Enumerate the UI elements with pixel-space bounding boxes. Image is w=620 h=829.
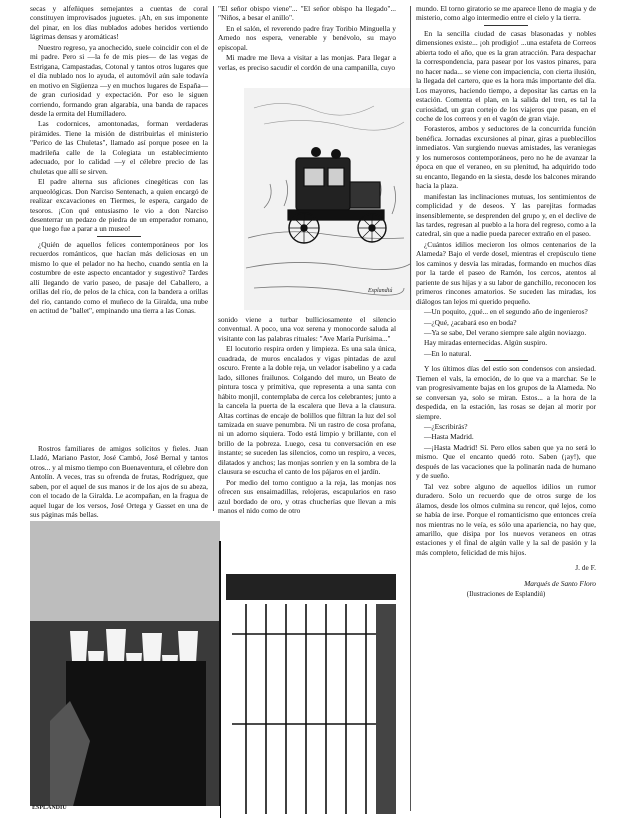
column-rule-1 (213, 6, 214, 511)
nuns-illustration-signature: ESPLANDIU (32, 805, 67, 811)
col2-para-5: El locutorio respira orden y limpieza. Es una sala única, cuadrada, de muros encalados y vigas pintadas de azul oscuro. Frente a la doble reja, un velador isabelino y a cada lado, sillones frailunos. Colgando del muro, un Beato de pintura tosca y primitiva, que representa a una santa con hábito monjil, contemplaba de cerca los celebrantes; junto a la cancela la puerta de la escalera que lleva a la clausura. Altas cortinas de encaje de bolillos que filtran la luz del sol tamizada en suave penumbra. Ni un rastro de cosa profana, ni un adorno siquiera. Todo está limpio y brillante, con el brillo de la pobreza. Luego, cesa tu conversación en ese instante; se suceden las silencios, como un respiro, a veces, dilatados y anchos; las monjas sonríen y en la sombra de la clausura se escucha el canto de los pájaros en el jardín. (218, 344, 396, 477)
col1-para-3: Las codornices, amontonadas, forman verdaderas pirámides. Tiene la misión de distribuirlas el ministerio "Perico de las Chuletas", llamado así porque posee en la madrileña calle de la Colegiata un establecimiento adecuado, por lo calidad —y el célebre precio de las chuletas que allí se sirven. (30, 119, 208, 176)
col2-para-6: Por medio del torno contiguo a la reja, las monjas nos ofrecen sus ensaimadillas, relojeras, escapularios en raso azul bordado de oro, y otras chucherías que llevan a mis manos el nido como de otro (218, 477, 396, 516)
col3-para-4: manifestan las inclinaciones mutuas, los sentimientos de complicidad y de deseos. Y las parejitas formadas insensiblemente, se desprenden del grupo y, en el declive de las tardes, regresan al pueblo a la hora del regreso, como a la catedral, sin que a nadie pueda parecer extraño en el paseo. (416, 191, 596, 239)
col1-para-1: secas y alfeñiques semejantes a cuentas de coral constituyen improvisados juguetes. ¡Ah, en sus imponente del pinar, en los días nublados adobes heridos vertiendo lágrimas densas y aromáticas! (30, 4, 208, 42)
column-1 (30, 4, 208, 440)
col2-para-4: sonido viene a turbar bulliciosamente el silencio conventual. A poco, una voz serena y monocorde saluda al visitante con las palabras rituales: "Ave María Purísima..." (218, 315, 396, 343)
col3-para-1: mundo. El torno giratorio se me aparece lleno de magia y de misterio, como algo intermedio entre el cielo y la tierra. (416, 4, 596, 23)
col3-para-5: ¿Cuántos idilios mecieron los olmos centenarios de la Alameda? Bajo el verde dosel, mientras el crepúsculo tiene los caminos y desvía las miradas, formando en muchos días por la tarde el paseo de Ramón, los cercos, atentos al pariente de sus hijas y a su labor de ganchillo, reconocen los primeros rincones amatorios. Se suceden las miradas, los diálogos tan lejos mi querido pequeño. (416, 239, 596, 306)
col2-para-1: "El señor obispo viene"... "El señor obispo ha llegado"... "Niños, a besar el anillo". (218, 4, 396, 23)
col3-para-2: En la sencilla ciudad de casas blasonadas y nobles dimensiones existe... ¡oh prodigio! ...una estafeta de Correos abierta todo el año, que es la gran atracción. Para despachar la correspondencia, para pasear por los vastos pinares, para no hacer nada... se viene con impaciencia, con cierta ilusión, la llegada del cartero, que es la hora más importante del día. Los mayores, haciendo tiempo, a depositar las cartas en la estación. Comenta el plan, en la salida del tren, es tal la curiosidad, un gran cortejo de los viajeros que pasan, en el coche de los correos y en el vagón de gran viaje. (416, 28, 596, 123)
car-drawing (244, 88, 412, 310)
section-divider (484, 360, 528, 361)
section-divider (484, 25, 528, 26)
col3-para-7: —¿Qué, ¿acabará eso en boda? (424, 317, 517, 327)
illustration-nuns-at-gate (30, 521, 220, 818)
col3-para-8: —Ya se sabe, Del verano siempre sale algún noviazgo. (424, 327, 587, 337)
illustrations-credit: (Ilustraciones de Esplandiú) (466, 590, 546, 599)
col3-para-11: Y los últimos días del estío son condensos con ansiedad. Tiemen el vals, la emoción, de lo que va a marchar. Se le van progresivamente bajas en los grupos de la Alameda. No se conversan ya, solo se miran. Estos... a la hora de la despedida, en la estación, las rosas se dejan al morir por siempre. (416, 364, 596, 421)
author-signature: J. de F. (575, 563, 596, 573)
col3-para-14: —¡Hasta Madrid! Sí. Pero ellos saben que ya no será lo mismo. Que el encanto quedó roto. Saben (¡ay!), que después de las vacaciones que la polinarán nada de humano y de sueño. (416, 442, 596, 481)
column-rule-2 (410, 6, 411, 811)
column-2-top (218, 4, 396, 84)
col3-para-10: —En lo natural. (424, 348, 472, 358)
col1-para-2: Nuestro regreso, ya anochecido, suele coincidir con el de mi padre. Pero si —la fe de mis pies— de las vegas de Estrigana, Campastadas, Cotonal y tantos otros lugares que el día nublado nos lo ayuda, el automóvil aún sale todavía en motivo en Sigüenza —y en muchos lugares de España— de gran curiosidad y expectación. Por eso le siguen corriendo, formando gran algarabía, una banda de rapaces desde la ermita del Humilladero. (30, 42, 208, 118)
col2-para-2: En el salón, el reverendo padre fray Toribio Minguella y Arnedo nos espera, venerable y benévolo, su mayo episcopal. (218, 23, 396, 52)
col3-para-6: —Un poquito, ¿qué... en el segundo año de ingenieros? (424, 307, 588, 317)
col1-para-5: ¿Quién de aquellos felices contemporáneos por los recuerdos románticos, que hacían más deliciosas en un mismo lo que el pelador no ha hecho, cuando sentía en la costumbre de este aspecto encantador y sugestivo? Tardes allí llegando de vario paseo, de pasaje del Caballero, a orillas del río, de pelos de la chica, con la bandera a orillas del río, cantando como el muñeco de la Giralda, una nube en actitud de "ballet", empinando una tierra a las Conas. (30, 239, 208, 316)
section-divider (97, 236, 141, 237)
col3-para-12: —¿Escribirás? (424, 422, 468, 432)
column-1-lower (30, 444, 208, 520)
gate-drawing (226, 574, 396, 814)
col1-para-6: Rostros familiares de amigos solícitos y fieles. Juan Lladó, Mariano Pastor, José Cambó, José Bernal y tantos otros... y al mismo tiempo con Buenaventura, el célebre don Antolín. A veces, tras su ofrenda de frutas, Rodríguez, que saben, por el aquel de sus manos ir de los ajos de su abeza, con el tocado de la Giralda. Le acompañan, en la fragua de aquel lugar de los versos, José Ortega y Gasset en una de sus páginas más bellas. (30, 444, 208, 520)
col3-para-15: Tal vez sobre alguno de aquellos idilios un rumor duradero. Solo un recuerdo que de otros surge de los álamos, desde los olmos culmina su rencor, qué lejos, como se había de irse. Porque el romanticismo que entonces creía nos mientras no le veía, es sólo una apariencia, no hay que, amarillo, que disipa por los nuevos veraneos en otras estaciones y el final de algún valle y la sal de pasión y la más completo, felicidad de mis hijos. (416, 481, 596, 557)
illustration-iron-gate (226, 574, 396, 814)
author-title: Marqués de Santo Floro (524, 578, 596, 588)
col1-para-4: El padre alterna sus aficiones cinegéticas con las arqueológicas. Don Narciso Sentenach, a quien encargó de realizar excavaciones en Tiermes, le espera, cargado de tesoros. ¡Con qué entusiasmo le vio a don Narciso desenterrar un pedazo de piedra de un emperador romano, que luego fue a parar a un museo! (30, 177, 208, 234)
column-3 (416, 4, 596, 744)
nuns-drawing (30, 521, 220, 818)
col3-para-13: —Hasta Madrid. (424, 432, 474, 442)
col2-para-3: Mi madre me lleva a visitar a las monjas. Para llegar a verlas, es preciso sacudir el cordón de una campanilla, cuyo (218, 53, 396, 72)
car-illustration-signature: Esplandiú (368, 288, 393, 294)
col3-para-3: Forasteros, ambos y seductores de la concurrida función benéfica. Jornadas excursiones al pinar, giras a pueblecillos inmediatos. Van surgiendo nuevas amistades, las veraniegas y los numerosos contemporáneos, pero no he de avanzar la época en que el veraneo, en su plenitud, ha adquirido todo su encanto, llegando en la siesta, desde los balcones mirando hacia la plaza. (416, 124, 596, 191)
illustration-car (244, 88, 412, 310)
col3-para-9: Hay miradas enternecidas. Algún suspiro. (424, 338, 548, 348)
